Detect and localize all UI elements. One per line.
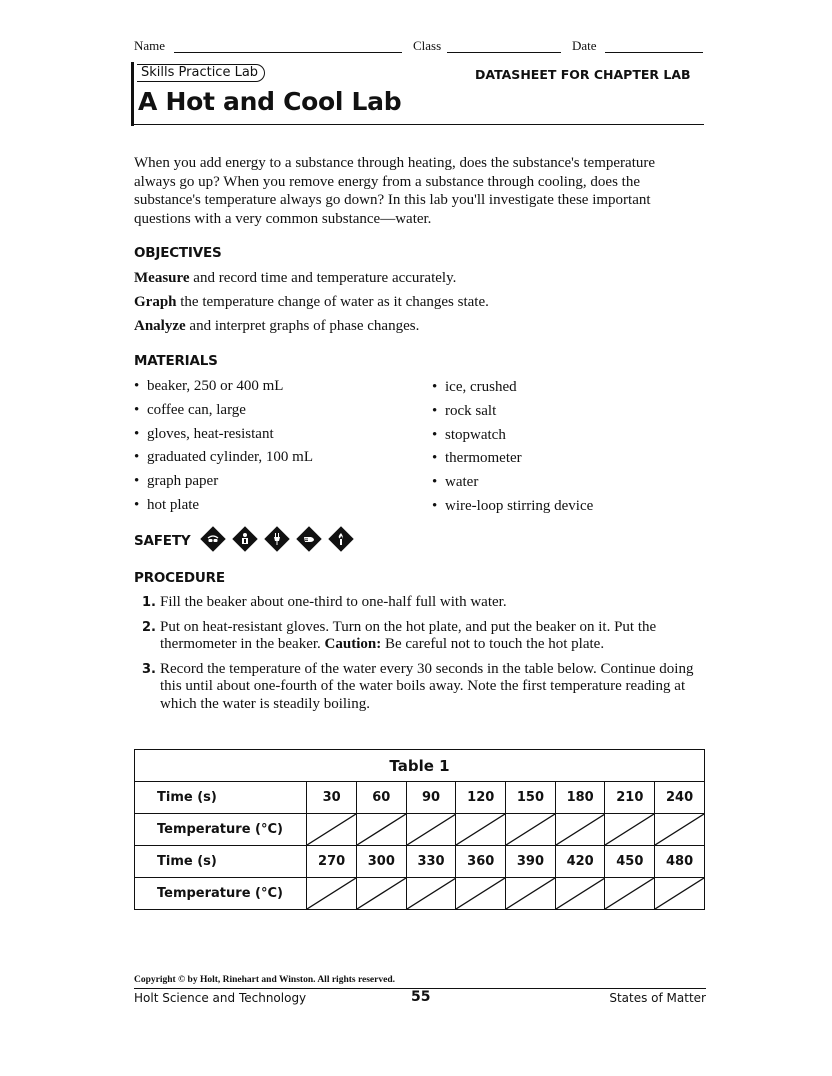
- time-label: Time (s): [135, 782, 307, 814]
- data-table: [134, 749, 705, 910]
- material-item: • beaker, 250 or 400 mL: [134, 375, 424, 399]
- time-label: Time (s): [135, 846, 307, 878]
- objective-text: and record time and temperature accurately.: [189, 270, 457, 286]
- procedure-list: [134, 594, 702, 720]
- hand-safety-icon: [296, 526, 322, 552]
- time-cell: 390: [506, 846, 556, 878]
- temperature-input-cell[interactable]: [655, 878, 705, 910]
- class-label: Class: [413, 38, 442, 53]
- step-number: 2.: [142, 619, 156, 635]
- time-cell: 210: [605, 782, 655, 814]
- safety-heading: SAFETY: [134, 533, 191, 549]
- objective-item: [134, 314, 694, 338]
- procedure-step: [134, 661, 702, 714]
- page-number: 55: [411, 989, 431, 1005]
- time-cell: 330: [406, 846, 456, 878]
- electrical-safety-icon: [264, 526, 290, 552]
- temperature-label: Temperature (°C): [135, 878, 307, 910]
- objective-item: [134, 290, 694, 314]
- time-cell: 360: [456, 846, 506, 878]
- time-cell: 480: [655, 846, 705, 878]
- temperature-input-cell[interactable]: [307, 878, 357, 910]
- material-item: • ice, crushed: [432, 376, 712, 400]
- materials-list-left: [134, 375, 424, 518]
- lab-type-tag: Skills Practice Lab: [137, 64, 265, 82]
- temperature-input-cell[interactable]: [406, 878, 456, 910]
- temperature-input-cell[interactable]: [555, 878, 605, 910]
- procedure-step: [134, 619, 702, 654]
- step-text: Fill the beaker about one-third to one-half full with water.: [160, 594, 507, 610]
- table-caption: Table 1: [135, 750, 705, 782]
- temperature-input-cell[interactable]: [506, 814, 556, 846]
- time-cell: 300: [356, 846, 406, 878]
- table-row: [135, 782, 705, 814]
- table-row: [135, 878, 705, 910]
- objectives-list: [134, 266, 694, 338]
- material-item: • gloves, heat-resistant: [134, 423, 424, 447]
- step-text: Be careful not to touch the hot plate.: [381, 636, 605, 652]
- material-item: • coffee can, large: [134, 399, 424, 423]
- temperature-input-cell[interactable]: [456, 878, 506, 910]
- publisher-label: Holt Science and Technology: [134, 991, 307, 1005]
- material-item: • graduated cylinder, 100 mL: [134, 446, 424, 470]
- material-item: • stopwatch: [432, 424, 712, 448]
- temperature-input-cell[interactable]: [655, 814, 705, 846]
- temperature-input-cell[interactable]: [456, 814, 506, 846]
- procedure-heading: PROCEDURE: [134, 570, 225, 586]
- material-item: • graph paper: [134, 470, 424, 494]
- material-item: • wire-loop stirring device: [432, 495, 712, 519]
- date-label: Date: [572, 38, 597, 53]
- objective-verb: Analyze: [134, 318, 186, 334]
- temperature-input-cell[interactable]: [356, 814, 406, 846]
- temperature-input-cell[interactable]: [605, 878, 655, 910]
- materials-list-right: [432, 376, 712, 519]
- time-cell: 150: [506, 782, 556, 814]
- step-number: 3.: [142, 661, 156, 677]
- temperature-label: Temperature (°C): [135, 814, 307, 846]
- intro-paragraph: When you add energy to a substance through heating, does the substance's temperature always go up? When you remove energy from a substance through cooling, does the substance's temperature always go down? In this lab you'll investigate these important questions with a very common substance—water.: [134, 155, 656, 227]
- time-cell: 240: [655, 782, 705, 814]
- objective-item: [134, 266, 694, 290]
- header-rule: [131, 124, 704, 125]
- date-field[interactable]: [605, 52, 703, 53]
- material-item: • hot plate: [134, 494, 424, 518]
- time-cell: 270: [307, 846, 357, 878]
- objectives-heading: OBJECTIVES: [134, 245, 222, 261]
- objective-verb: Measure: [134, 270, 190, 286]
- objective-text: and interpret graphs of phase changes.: [185, 318, 420, 334]
- eye-protection-icon: [200, 526, 226, 552]
- table-row: [135, 846, 705, 878]
- safety-icons: [200, 526, 354, 552]
- objective-verb: Graph: [134, 294, 177, 310]
- name-label: Name: [134, 38, 166, 53]
- temperature-input-cell[interactable]: [506, 878, 556, 910]
- material-item: • water: [432, 471, 712, 495]
- chapter-label: States of Matter: [609, 991, 706, 1005]
- copyright-notice: Copyright © by Holt, Rinehart and Winston. All rights reserved.: [134, 975, 395, 985]
- step-text: Put on heat-resistant gloves. Turn on the hot plate, and put the beaker on it. Put the thermometer in the beaker.: [160, 618, 657, 652]
- page-title: A Hot and Cool Lab: [138, 87, 402, 116]
- temperature-input-cell[interactable]: [555, 814, 605, 846]
- title-bar-accent: [131, 62, 134, 126]
- datasheet-label: DATASHEET FOR CHAPTER LAB: [475, 67, 691, 82]
- time-cell: 90: [406, 782, 456, 814]
- temperature-input-cell[interactable]: [406, 814, 456, 846]
- objective-text: the temperature change of water as it changes state.: [176, 294, 489, 310]
- time-cell: 30: [307, 782, 357, 814]
- caution-label: Caution:: [324, 636, 382, 652]
- name-field[interactable]: [174, 52, 402, 53]
- time-cell: 420: [555, 846, 605, 878]
- table-row: [135, 814, 705, 846]
- step-number: 1.: [142, 595, 156, 610]
- procedure-step: [134, 594, 702, 612]
- material-item: • rock salt: [432, 400, 712, 424]
- temperature-input-cell[interactable]: [605, 814, 655, 846]
- material-item: • thermometer: [432, 447, 712, 471]
- time-cell: 120: [456, 782, 506, 814]
- temperature-input-cell[interactable]: [307, 814, 357, 846]
- heating-safety-icon: [328, 526, 354, 552]
- time-cell: 450: [605, 846, 655, 878]
- time-cell: 60: [356, 782, 406, 814]
- class-field[interactable]: [447, 52, 561, 53]
- step-text: Record the temperature of the water every 30 seconds in the table below. Continue doing this until about one-fourth of the water boils away. Note the first temperature reading at which the water is steadily boiling.: [160, 660, 694, 712]
- temperature-input-cell[interactable]: [356, 878, 406, 910]
- materials-heading: MATERIALS: [134, 353, 218, 369]
- time-cell: 180: [555, 782, 605, 814]
- clothing-protection-icon: [232, 526, 258, 552]
